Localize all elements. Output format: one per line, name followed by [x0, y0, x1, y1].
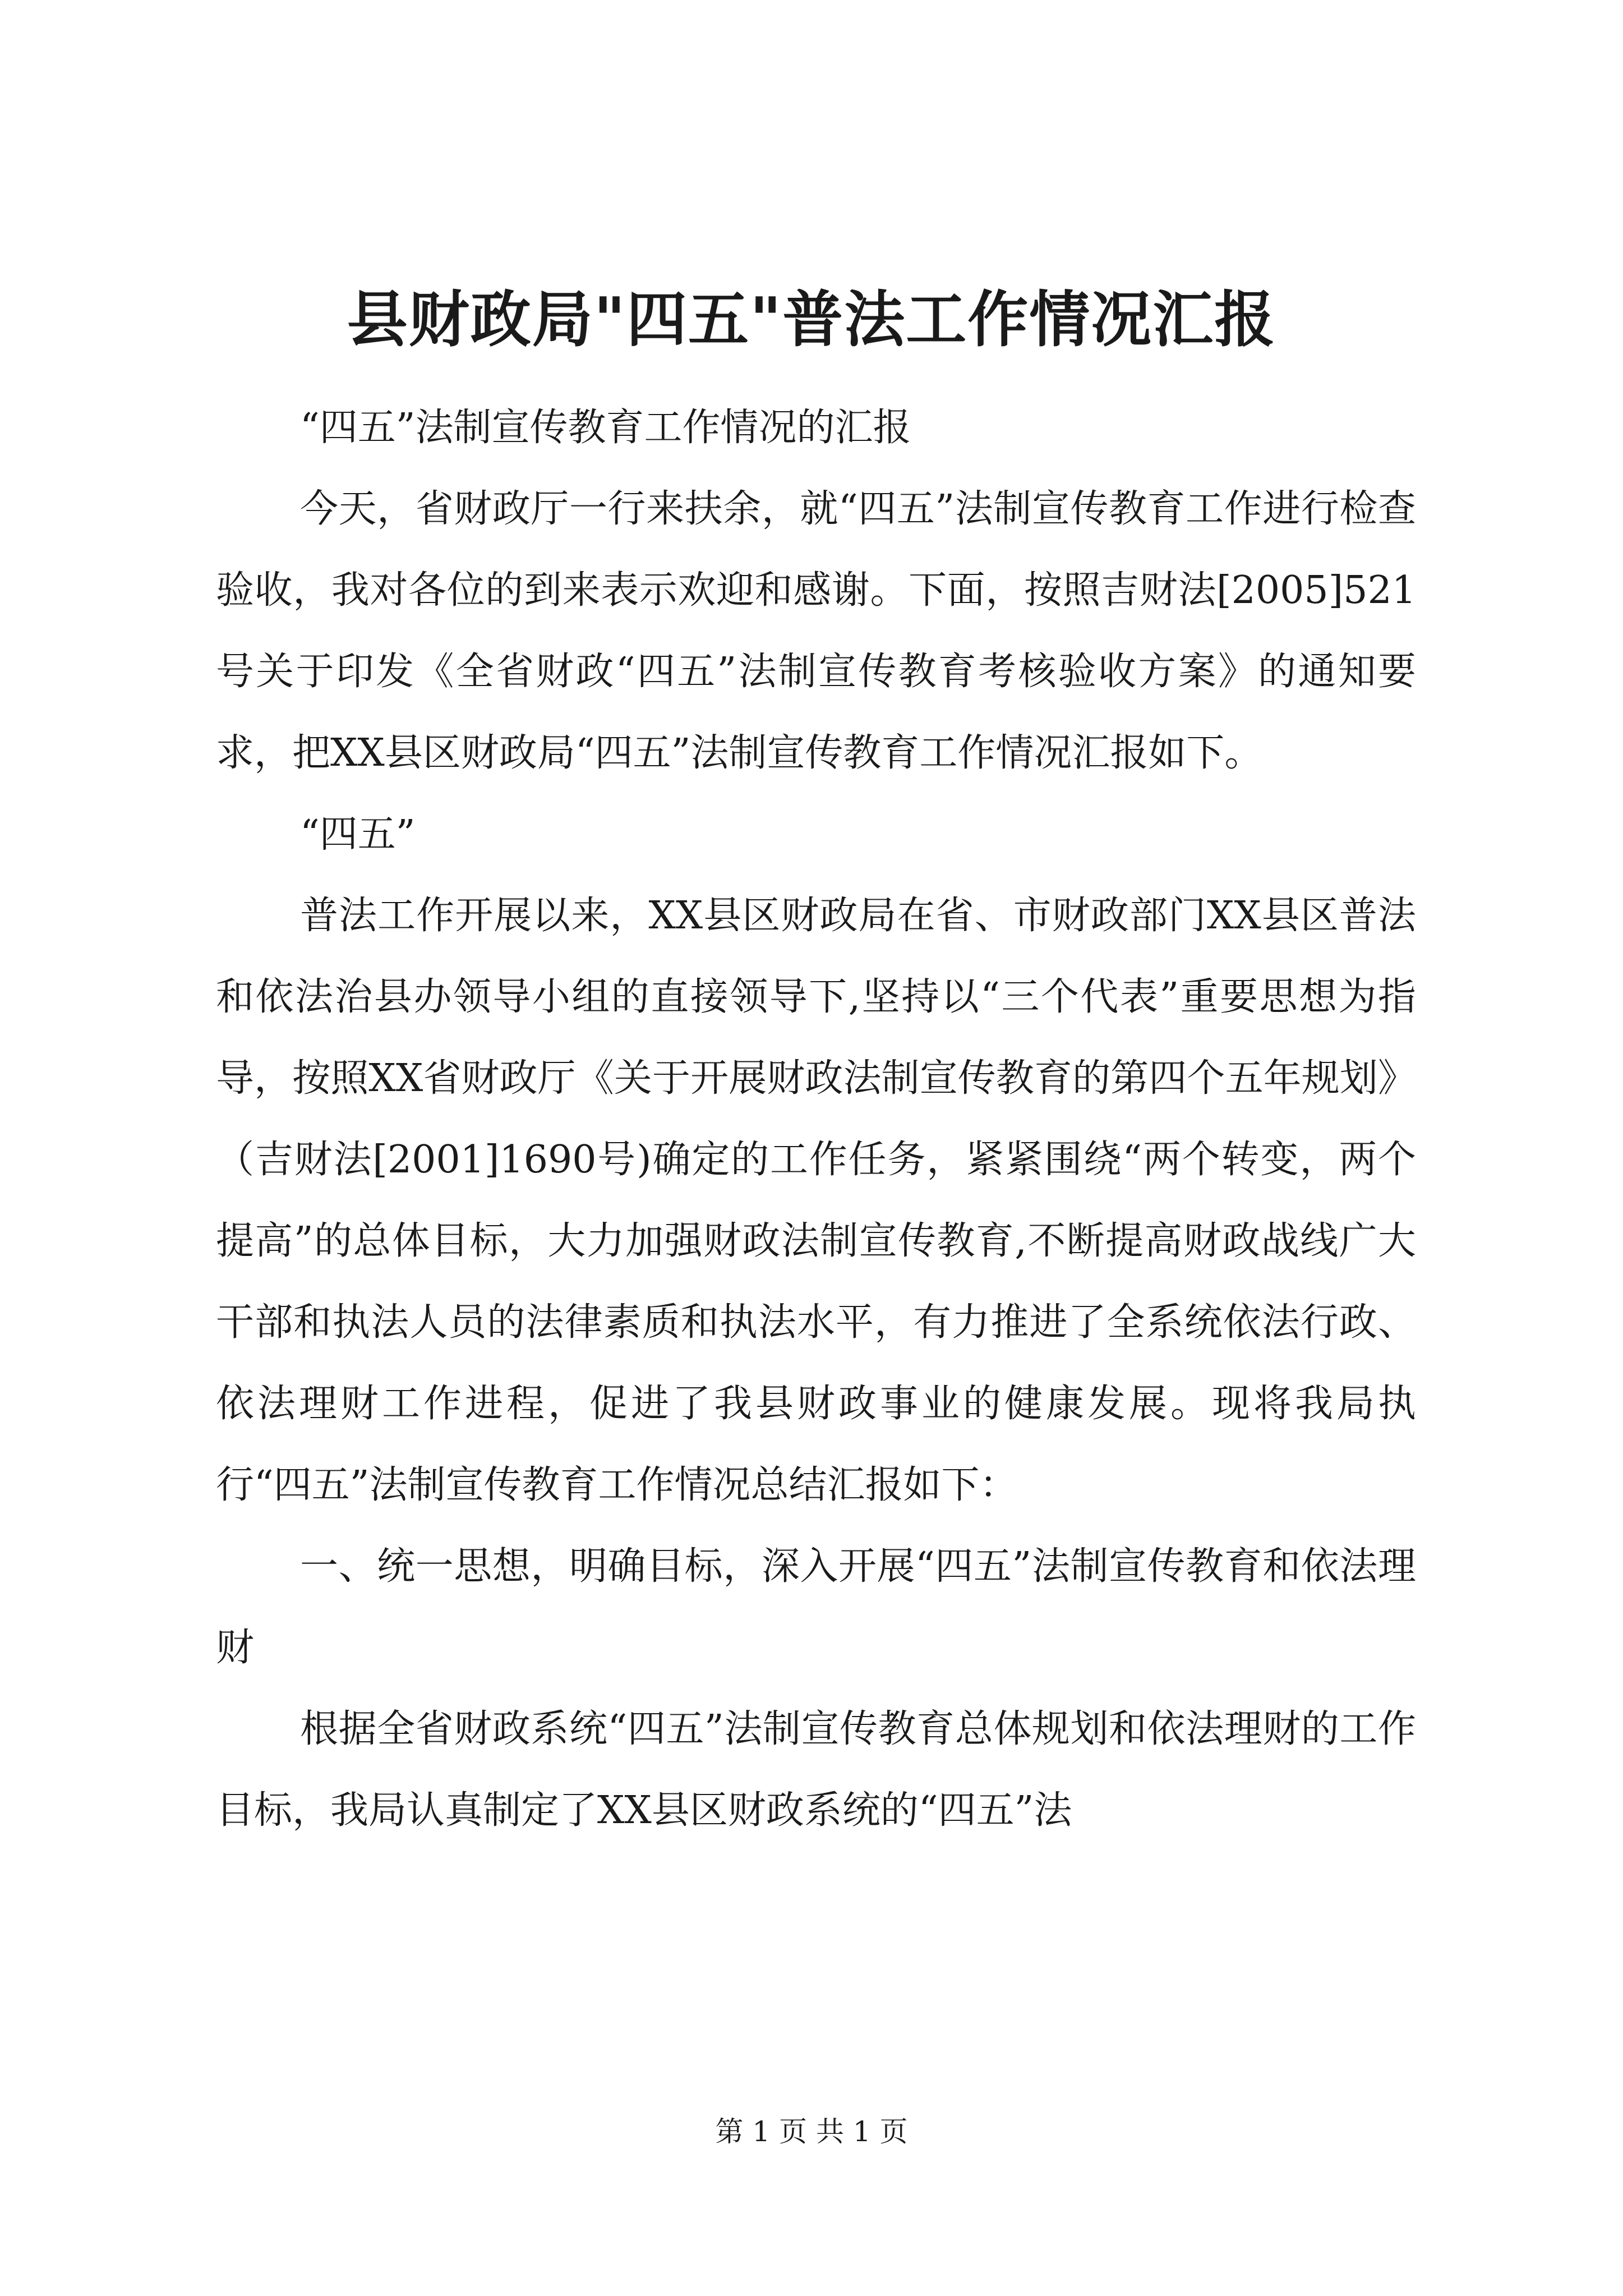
paragraph-section-one-heading: 一、统一思想，明确目标，深入开展“四五”法制宣传教育和依法理财: [216, 1544, 1416, 1670]
document-body: [216, 387, 1416, 1851]
page-footer: 第 1 页 共 1 页: [715, 2115, 908, 2148]
paragraph-subtitle: “四五”法制宣传教育工作情况的汇报: [300, 406, 911, 450]
document-title: 县财政局"四五"普法工作情况汇报: [347, 284, 1276, 355]
paragraph-intro: 今天，省财政厅一行来扶余，就“四五”法制宣传教育工作进行检查验收，我对各位的到来表示欢迎和感谢。下面，按照吉财法[2005]521号关于印发《全省财政“四五”法制宣传教育考核验收方案》的通知要求，把XX县区财政局“四五”法制宣传教育工作情况汇报如下。: [216, 487, 1416, 775]
paragraph-section-one-body: 根据全省财政系统“四五”法制宣传教育总体规划和依法理财的工作目标，我局认真制定了XX县区财政系统的“四五”法: [216, 1707, 1416, 1833]
paragraph-overview: 普法工作开展以来，XX县区财政局在省、市财政部门XX县区普法和依法治县办领导小组的直接领导下,坚持以“三个代表”重要思想为指导，按照XX省财政厅《关于开展财政法制宣传教育的第四个五年规划》（吉财法[2001]1690号)确定的工作任务，紧紧围绕“两个转变，两个提高”的总体目标，大力加强财政法制宣传教育,不断提高财政战线广大干部和执法人员的法律素质和执法水平，有力推进了全系统依法行政、依法理财工作进程，促进了我县财政事业的健康发展。现将我局执行“四五”法制宣传教育工作情况总结汇报如下：: [216, 894, 1416, 1507]
paragraph-heading-siwu: “四五”: [300, 812, 416, 857]
